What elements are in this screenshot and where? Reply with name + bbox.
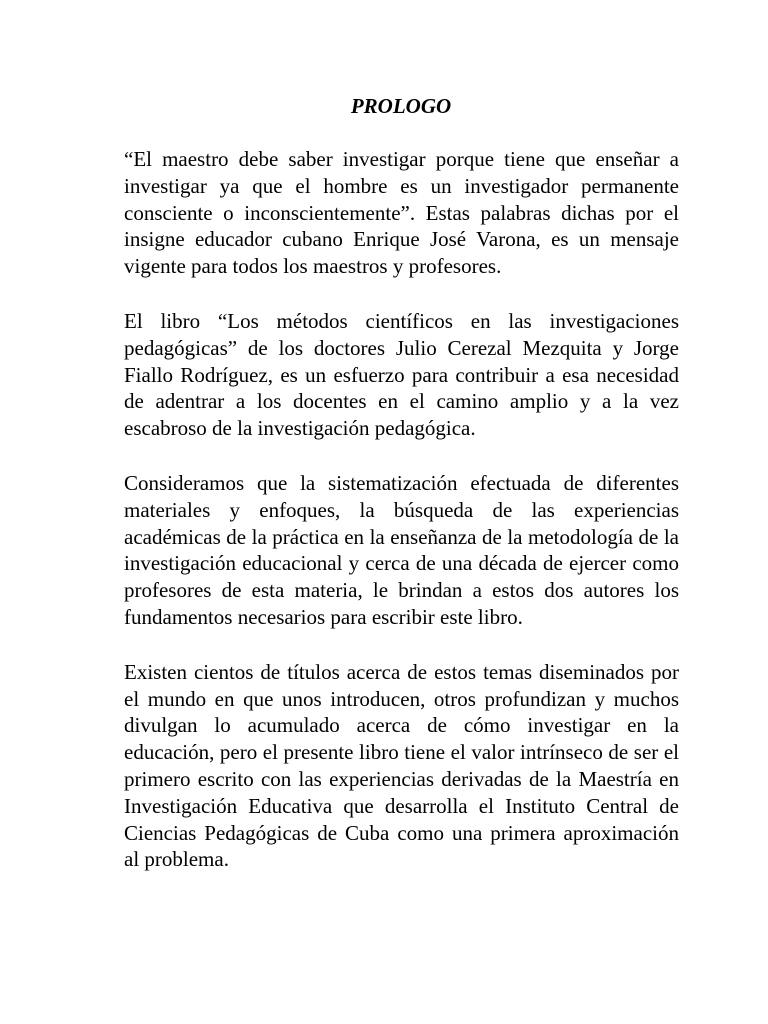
document-body [124, 146, 679, 901]
paragraph-4: Existen cientos de títulos acerca de estos temas diseminados por el mundo en que unos introducen, otros profundizan y muchos divulgan lo acumulado acerca de cómo investigar en la educación, pero el presente libro tiene el valor intrínseco de ser el primero escrito con las experiencias derivadas de la Maestría en Investigación Educativa que desarrolla el Instituto Central de Ciencias Pedagógicas de Cuba como una primera aproximación al problema. [124, 659, 679, 872]
paragraph-2: El libro “Los métodos científicos en las investigaciones pedagógicas” de los doctores Julio Cerezal Mezquita y Jorge Fiallo Rodríguez, es un esfuerzo para contribuir a esa necesidad de adentrar a los docentes en el camino amplio y a la vez escabroso de la investigación pedagógica. [124, 308, 679, 441]
paragraph-1: “El maestro debe saber investigar porque tiene que enseñar a investigar ya que el hombre es un investigador permanente consciente o inconscientemente”. Estas palabras dichas por el insigne educador cubano Enrique José Varona, es un mensaje vigente para todos los maestros y profesores. [124, 147, 679, 279]
page-title: PROLOGO [350, 94, 452, 118]
paragraph-3: Consideramos que la sistematización efectuada de diferentes materiales y enfoques, la búsqueda de las experiencias académicas de la práctica en la enseñanza de la metodología de la investigación educacional y cerca de una década de ejercer como profesores de esta materia, le brindan a estos dos autores los fundamentos necesarios para escribir este libro. [124, 470, 679, 629]
